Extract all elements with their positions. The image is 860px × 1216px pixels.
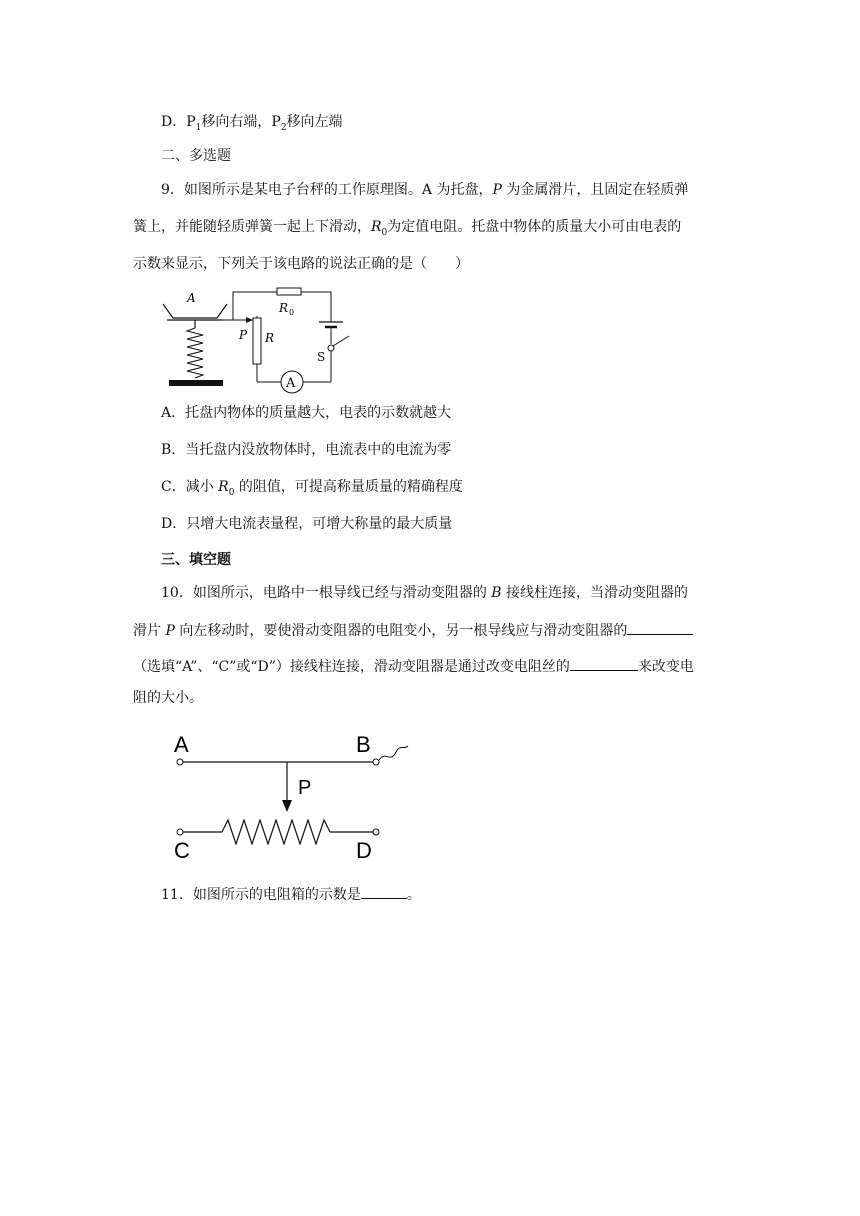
label-r: R: [265, 331, 275, 345]
q10-answer-blank-2[interactable]: [570, 656, 638, 671]
label-r0: R: [279, 301, 289, 315]
q10-text-line3: （选填“A”、“C”或“D”）接线柱连接，滑动变阻器是通过改变电阻丝的 来改变电: [133, 656, 694, 677]
label-r0-sub: 0: [289, 308, 295, 317]
label-p: P: [239, 328, 248, 342]
label-b: B: [356, 732, 371, 757]
label-a: A: [187, 291, 196, 305]
q10-rheostat-figure: [170, 728, 410, 862]
q9-text-line2: 簧上，并能随轻质弹簧一起上下滑动，$R_0$为定值电阻。托盘中物体的质量大小可由电表的: [133, 219, 682, 238]
q11-answer-blank[interactable]: [361, 884, 407, 899]
q8-option-d: D．$P_1$移向右端，$P_2$移向左端: [161, 114, 343, 133]
q9-text-line1: 9．如图所示是某电子台秤的工作原理图。A 为托盘，P 为金属滑片，且固定在轻质弹: [161, 182, 689, 198]
q10-answer-blank-1[interactable]: [627, 620, 693, 635]
q11-text: 11．如图所示的电阻箱的示数是 。: [161, 884, 421, 905]
section-title-fill-in: 三、填空题: [161, 552, 231, 568]
q9-option-d: D．只增大电流表量程，可增大称量的最大质量: [161, 516, 453, 532]
ammeter-label: A: [286, 376, 296, 391]
q9-scale-circuit-figure: [155, 286, 365, 396]
q9-option-a: A．托盘内物体的质量越大，电表的示数就越大: [161, 405, 452, 421]
q10-text-line1: 10．如图所示，电路中一根导线已经与滑动变阻器的 B 接线柱连接，当滑动变阻器的: [161, 585, 689, 601]
q9-option-c: C．减小 $R_0$ 的阻值，可提高称量质量的精确程度: [161, 479, 463, 498]
label-d: D: [356, 838, 372, 862]
label-c: C: [174, 838, 190, 862]
label-p: P: [298, 777, 312, 799]
label-s: S: [317, 350, 326, 364]
label-a: A: [174, 732, 189, 757]
q9-option-b: B．当托盘内没放物体时，电流表中的电流为零: [161, 442, 452, 458]
q10-text-line4: 阻的大小。: [133, 690, 203, 706]
q10-text-line2: 滑片 P 向左移动时，要使滑动变阻器的电阻变小，另一根导线应与滑动变阻器的: [133, 620, 693, 641]
section-title-multiple-choice: 二、多选题: [161, 148, 231, 164]
q9-text-line3: 示数来显示，下列关于该电路的说法正确的是（ ）: [133, 256, 469, 272]
